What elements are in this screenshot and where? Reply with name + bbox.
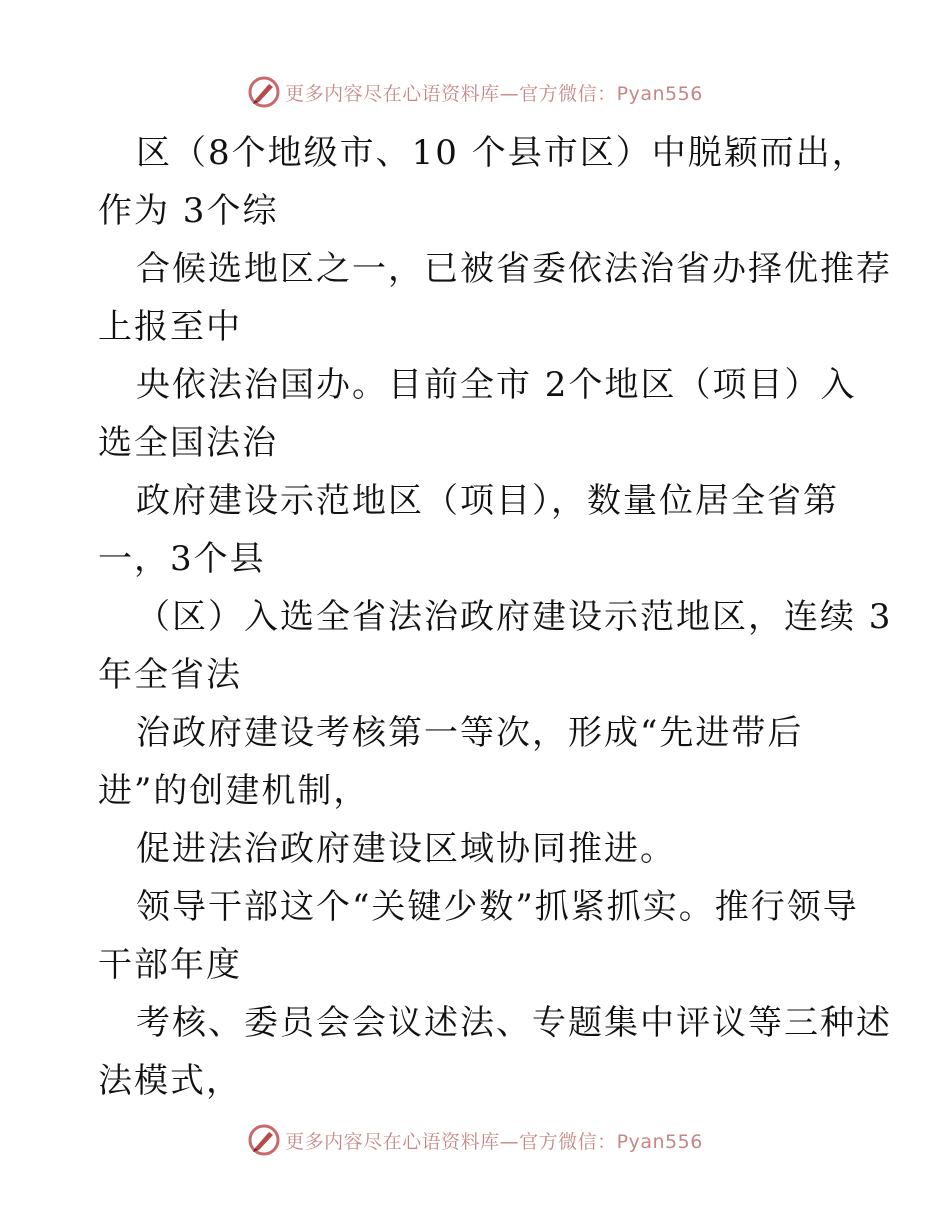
text-line: 选全国法治 [98,423,278,463]
text-line: 年全省法 [98,655,242,695]
text-line: 上报至中 [98,307,242,347]
text-line: 领导干部这个“关键少数”抓紧抓实。推行领导 [136,887,859,927]
footer-banner [0,1118,950,1162]
text-line: 合候选地区之一，已被省委依法治省办择优推荐 [136,249,892,289]
text-line: 促进法治政府建设区域协同推进。 [136,829,676,869]
text-line: 考核、委员会会议述法、专题集中评议等三种述 [136,1003,892,1043]
text-line: 法模式， [98,1061,242,1101]
pen-in-circle-logo-icon [247,75,281,109]
header-banner [0,70,950,114]
pen-in-circle-logo-icon [247,1123,281,1157]
text-line: 央依法治国办。目前全市 2个地区（项目）入 [136,365,857,405]
banner-text: 更多内容尽在心语资料库—官方微信：Pyan556 [285,82,703,105]
text-line: 进”的创建机制， [98,771,370,811]
banner-text: 更多内容尽在心语资料库—官方微信：Pyan556 [285,1130,703,1153]
text-line: 作为 3个综 [98,191,279,231]
text-line: 治政府建设考核第一等次，形成“先进带后 [136,713,804,753]
text-line: （区）入选全省法治政府建设示范地区，连续 3 [136,597,893,637]
document-body [98,124,893,1110]
text-line: 干部年度 [98,945,242,985]
text-line: 政府建设示范地区（项目），数量位居全省第 [136,481,839,521]
text-line: 一，3个县 [98,539,266,579]
text-line: 区（8个地级市、10 个县市区）中脱颖而出， [136,133,868,173]
